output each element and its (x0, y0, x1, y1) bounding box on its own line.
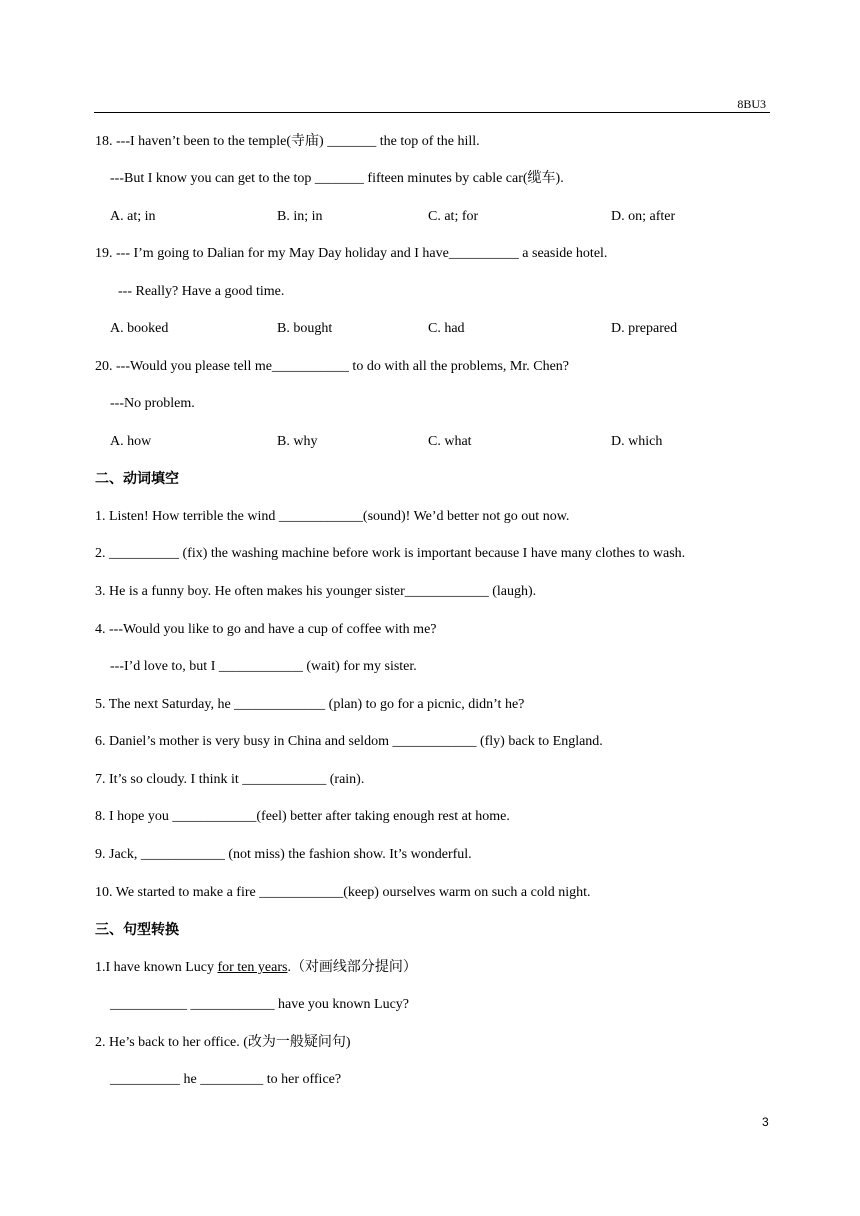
exercise-item: 1. Listen! How terrible the wind ____________(sound)! We’d better not go out now. (95, 509, 570, 524)
exercise-item: 5. The next Saturday, he _____________ (plan) to go for a picnic, didn’t he? (95, 697, 525, 712)
section-title: 三、句型转换 (95, 922, 179, 938)
transform-answer-1: ___________ ____________ have you known Lucy? (110, 997, 410, 1012)
option-b: B. why (277, 434, 318, 449)
option-c: C. had (428, 321, 465, 336)
transform-question-1 (95, 959, 417, 977)
option-a: A. booked (110, 321, 169, 336)
question-text: 1.I have known Lucy (95, 960, 218, 975)
exercise-item: 2. __________ (fix) the washing machine before work is important because I have many clothes to wash. (95, 546, 686, 561)
exercise-item-reply: ---I’d love to, but I ____________ (wait) for my sister. (110, 659, 417, 674)
question-20: 20. ---Would you please tell me___________ to do with all the problems, Mr. Chen? (95, 359, 570, 374)
exercise-item: 10. We started to make a fire ____________(keep) ourselves warm on such a cold night. (95, 885, 591, 900)
option-d: D. on; after (611, 209, 676, 224)
option-a: A. how (110, 434, 152, 449)
underlined-phrase: for ten years (217, 960, 288, 975)
option-d: D. prepared (611, 321, 678, 336)
exercise-item: 3. He is a funny boy. He often makes his younger sister____________ (laugh). (95, 584, 537, 599)
option-a: A. at; in (110, 209, 156, 224)
exercise-item: 9. Jack, ____________ (not miss) the fashion show. It’s wonderful. (95, 847, 472, 862)
exercise-item: 6. Daniel’s mother is very busy in China and seldom ____________ (fly) back to England. (95, 734, 603, 749)
option-c: C. what (428, 434, 472, 449)
option-d: D. which (611, 434, 663, 449)
question-instruction: .（对画线部分提问） (287, 960, 417, 975)
exercise-item: 7. It’s so cloudy. I think it ____________ (rain). (95, 772, 365, 787)
header-code: 8BU3 (737, 97, 766, 111)
option-c: C. at; for (428, 209, 479, 224)
exercise-item: 8. I hope you ____________(feel) better after taking enough rest at home. (95, 809, 510, 824)
question-19-reply: --- Really? Have a good time. (118, 284, 285, 299)
question-18-reply: ---But I know you can get to the top _______ fifteen minutes by cable car(缆车). (110, 171, 564, 186)
option-b: B. bought (277, 321, 333, 336)
question-19: 19. --- I’m going to Dalian for my May Day holiday and I have__________ a seaside hotel. (95, 246, 608, 261)
transform-question-2: 2. He’s back to her office. (改为一般疑问句) (95, 1035, 351, 1050)
transform-answer-2: __________ he _________ to her office? (110, 1072, 342, 1087)
exercise-item: 4. ---Would you like to go and have a cup of coffee with me? (95, 622, 437, 637)
question-20-reply: ---No problem. (110, 396, 195, 411)
section-title: 二、动词填空 (95, 471, 179, 487)
header-rule (94, 112, 770, 113)
question-18: 18. ---I haven’t been to the temple(寺庙) _______ the top of the hill. (95, 134, 480, 149)
option-b: B. in; in (277, 209, 323, 224)
page-number: 3 (762, 1115, 769, 1129)
